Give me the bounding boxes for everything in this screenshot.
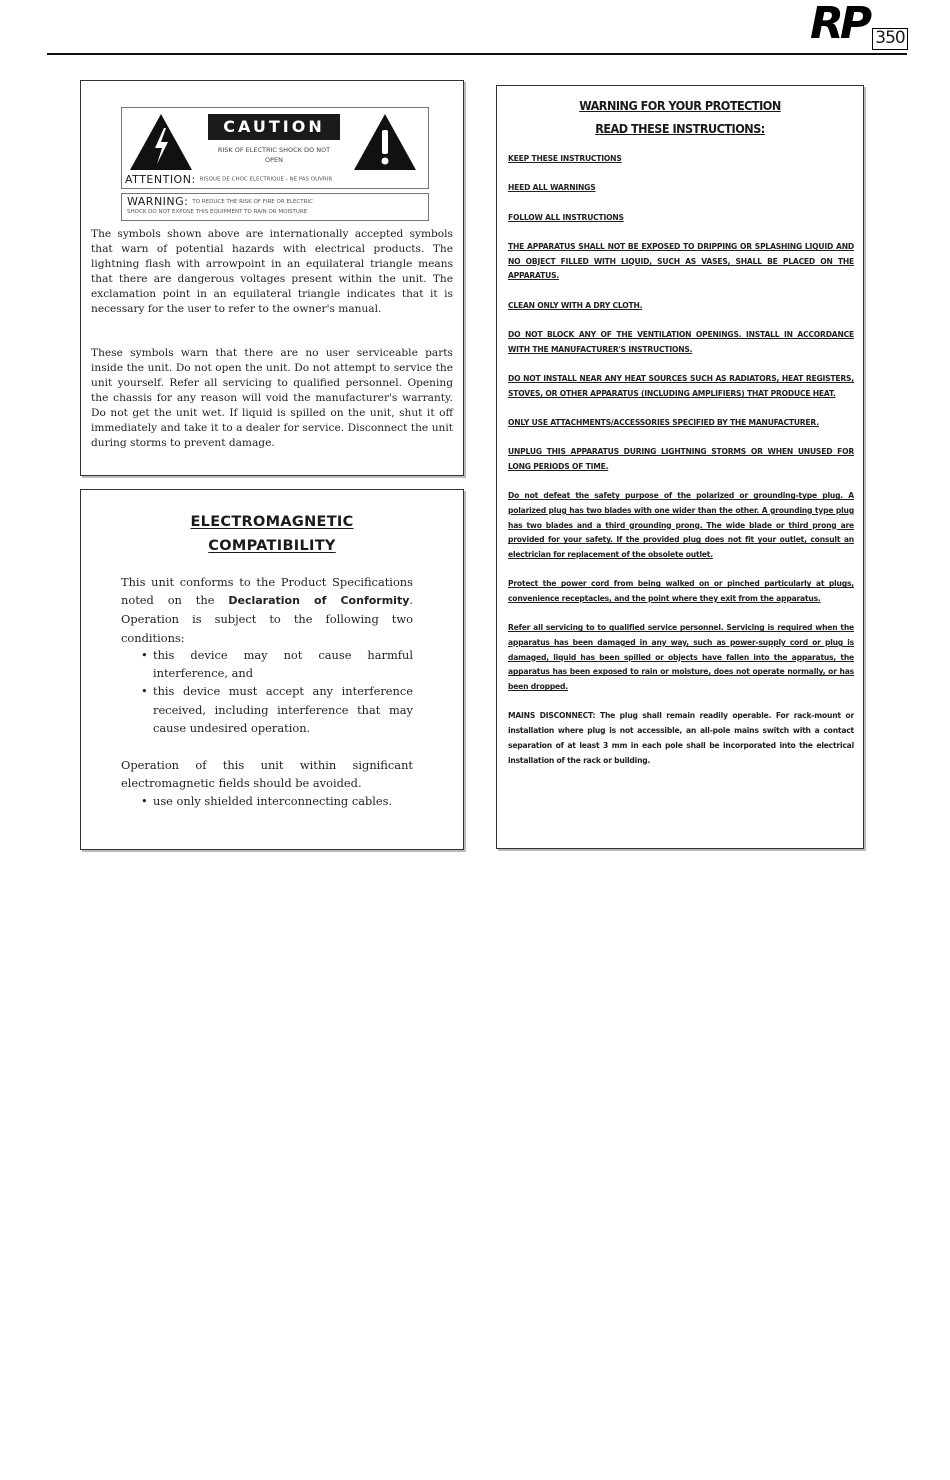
warning-line-1 bbox=[127, 196, 423, 208]
exclamation-warning-icon bbox=[352, 112, 418, 172]
emc-para1-end: . Operation is subject to the following two conditions: bbox=[121, 593, 414, 645]
caution-box bbox=[80, 80, 464, 476]
rp350-logo bbox=[810, 0, 910, 52]
caution-center bbox=[208, 114, 340, 165]
list-item: • this device must accept any interference received, including interference that may cause undesired operation. bbox=[141, 682, 413, 737]
warning-item: Refer all servicing to to qualified service personnel. Servicing is required when the apparatus has been damaged in any way, such as power-supply cord or plug is damaged, liquid has been spilled or objects have fallen into the apparatus, the apparatus has been exposed to rain or moisture, does not operate normally, or has been dropped. bbox=[508, 623, 854, 692]
warning-heading bbox=[497, 94, 863, 140]
warning-item: CLEAN ONLY WITH A DRY CLOTH. bbox=[508, 300, 643, 310]
warning-heading-line-2: READ THESE INSTRUCTIONS: bbox=[595, 121, 765, 136]
emc-title-line-2: COMPATIBILITY bbox=[208, 538, 336, 554]
warning-item: DO NOT INSTALL NEAR ANY HEAT SOURCES SUCH AS RADIATORS, HEAT REGISTERS, STOVES, OR OTHER APPARATUS (INCLUDING AMPLIFIERS) THAT PRODUCE HEAT. bbox=[508, 373, 854, 398]
warning-items bbox=[508, 152, 854, 783]
attention-line bbox=[125, 173, 425, 187]
list-item: • use only shielded interconnecting cables. bbox=[141, 792, 413, 810]
caution-subtext: RISK OF ELECTRIC SHOCK DO NOT OPEN bbox=[217, 146, 331, 164]
emc-box bbox=[80, 489, 464, 850]
emc-paragraph-2: Operation of this unit within significant electromagnetic fields should be avoided. bbox=[121, 758, 413, 791]
warning-text-2: SHOCK DO NOT EXPOSE THIS EQUIPMENT TO RAIN OR MOISTURE bbox=[127, 209, 308, 215]
caution-word: CAUTION bbox=[208, 114, 340, 140]
warning-item: ONLY USE ATTACHMENTS/ACCESSORIES SPECIFIED BY THE MANUFACTURER. bbox=[508, 417, 819, 427]
attention-label: ATTENTION: bbox=[125, 173, 196, 186]
emc-cables-list bbox=[141, 792, 413, 810]
list-item: • this device may not cause harmful interference, and bbox=[141, 646, 413, 682]
lightning-warning-icon bbox=[128, 112, 194, 172]
attention-text: RISQUE DE CHOC ELECTRIQUE - NE PAS OUVRIR bbox=[199, 176, 333, 183]
warning-item: KEEP THESE INSTRUCTIONS bbox=[508, 154, 622, 163]
warning-item: Do not defeat the safety purpose of the polarized or grounding-type plug. A polarized plug has two blades with one wider than the other. A grounding type plug has two blades and a third grounding prong. The wide blade or third prong are provided for your safety. If the provided plug does not fit your outlet, consult an electrician for replacement of the obsolete outlet. bbox=[508, 491, 854, 559]
emc-paragraph-1 bbox=[121, 573, 413, 647]
warning-heading-line-1: WARNING FOR YOUR PROTECTION bbox=[579, 98, 781, 113]
caution-label bbox=[121, 107, 429, 189]
warning-instructions-box bbox=[496, 85, 864, 849]
warning-item: FOLLOW ALL INSTRUCTIONS bbox=[508, 212, 624, 222]
logo-model-number: 350 bbox=[872, 28, 908, 50]
warning-item: DO NOT BLOCK ANY OF THE VENTILATION OPENINGS. INSTALL IN ACCORDANCE WITH THE MANUFACTURER'S INSTRUCTIONS. bbox=[508, 329, 854, 354]
warning-item: UNPLUG THIS APPARATUS DURING LIGHTNING STORMS OR WHEN UNUSED FOR LONG PERIODS OF TIME. bbox=[508, 447, 854, 471]
emc-title bbox=[81, 510, 463, 558]
emc-para1-start: This unit conforms to the Product Specifications noted on the bbox=[121, 575, 413, 608]
caution-paragraph-2: These symbols warn that there are no user serviceable parts inside the unit. Do not open the unit. Do not attempt to service the unit yourself. Refer all servicing to qualified personnel. Opening the chassis for any reason will void the manufacturer's warranty. Do not get the unit wet. If liquid is spilled on the unit, shut it off immediately and take it to a dealer for service. Disconnect the unit during storms to prevent damage. bbox=[91, 347, 453, 449]
warning-item: Protect the power cord from being walked on or pinched particularly at plugs, convenience receptacles, and the point where they exit from the apparatus. bbox=[508, 579, 854, 603]
emc-title-line-1: ELECTROMAGNETIC bbox=[190, 514, 354, 530]
warning-word: WARNING: bbox=[127, 195, 189, 208]
logo-rp-text: RP bbox=[810, 0, 869, 49]
header-rule bbox=[47, 53, 907, 55]
emc-conditions-list bbox=[141, 646, 413, 737]
warning-label bbox=[121, 193, 429, 221]
caution-paragraph-1: The symbols shown above are internationally accepted symbols that warn of potential hazards with electrical products. The lightning flash with arrowpoint in an equilateral triangle means that there are dangerous voltages present within the unit. The exclamation point in an equilateral triangle indicates that it is necessary for the user to refer to the owner's manual. bbox=[91, 228, 453, 315]
emc-declaration-bold: Declaration of Conformity bbox=[228, 594, 410, 608]
warning-text-1: TO REDUCE THE RISK OF FIRE OR ELECTRIC bbox=[192, 199, 313, 205]
warning-item: HEED ALL WARNINGS bbox=[508, 183, 596, 193]
warning-item: THE APPARATUS SHALL NOT BE EXPOSED TO DRIPPING OR SPLASHING LIQUID AND NO OBJECT FILLED WITH LIQUID, SUCH AS VASES, SHALL BE PLACED ON THE APPARATUS. bbox=[508, 241, 854, 281]
warning-item-mains-disconnect: MAINS DISCONNECT: The plug shall remain readily operable. For rack-mount or installation where plug is not accessible, an all-pole mains switch with a contact separation of at least 3 mm in each pole shall be incorporated into the electrical installation of the rack or building. bbox=[508, 711, 854, 765]
